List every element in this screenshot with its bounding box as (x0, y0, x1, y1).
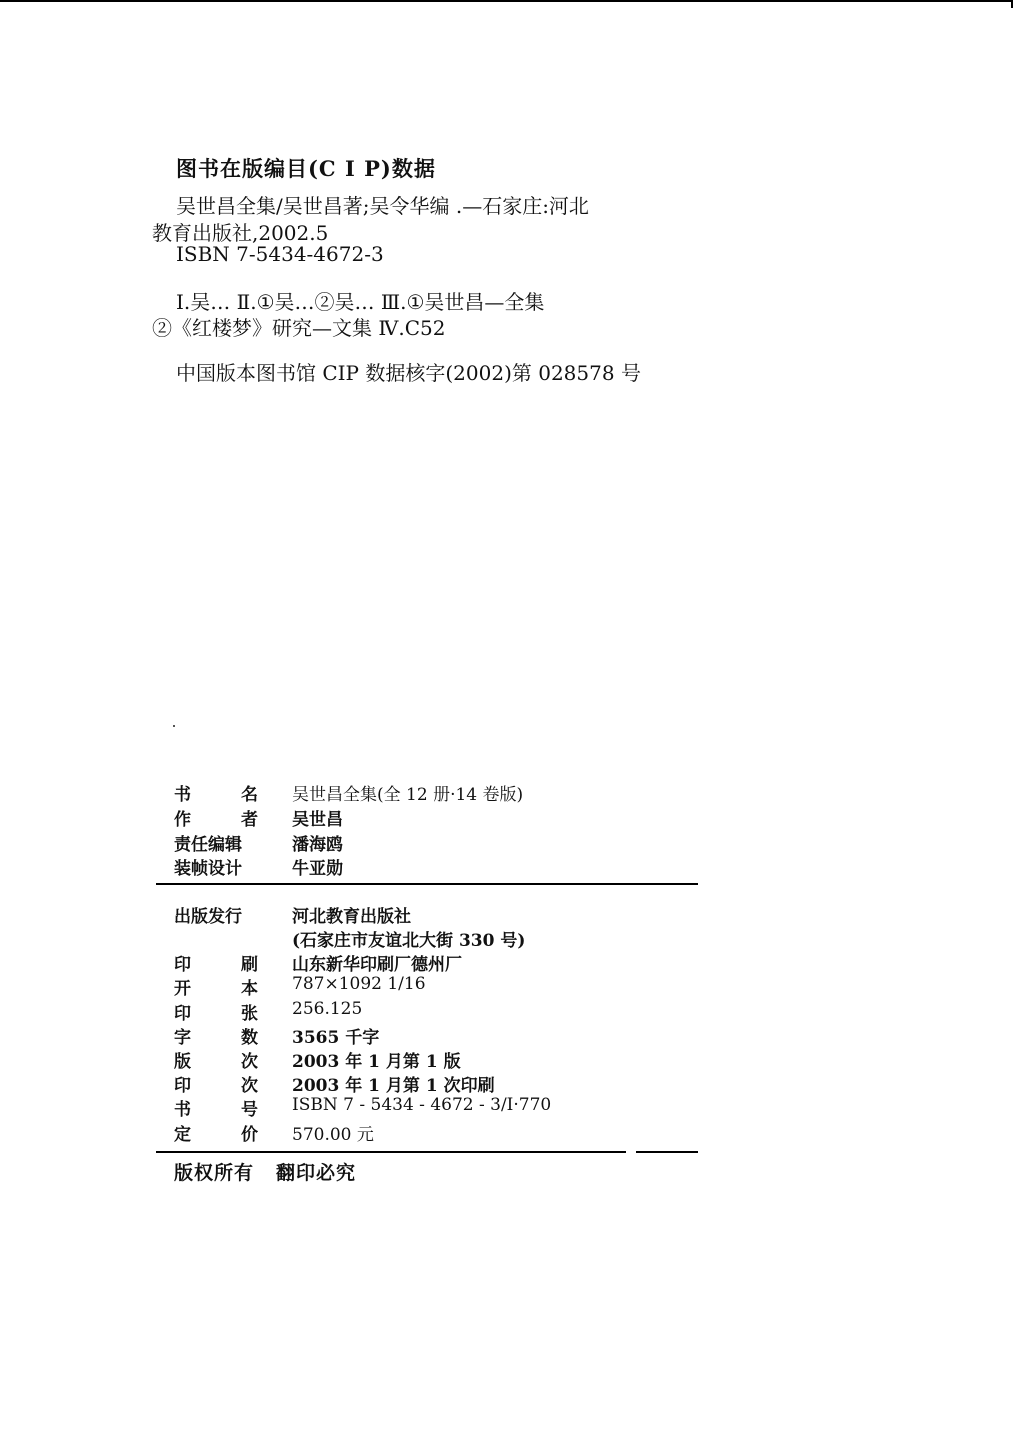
colophon-row-printer (174, 950, 694, 975)
piracy-warning: 翻印必究 (276, 1162, 357, 1184)
colophon-label: 装帧设计 (174, 859, 242, 879)
colophon-label (174, 974, 258, 999)
colophon-label (174, 805, 258, 830)
colophon-label-char: 作 (174, 810, 191, 830)
colophon-row-author (174, 805, 694, 830)
colophon-label (174, 999, 258, 1024)
colophon-label-char: 次 (241, 1052, 258, 1072)
colophon-row-price (174, 1120, 694, 1145)
colophon-row-designer (174, 854, 694, 879)
colophon-value-printing: 2003 年 1 月第 1 次印刷 (292, 1076, 495, 1096)
cip-record-number: 中国版本图书馆 CIP 数据核字(2002)第 028578 号 (176, 361, 641, 385)
scan-speck (173, 725, 175, 727)
colophon-label-char: 次 (241, 1076, 258, 1096)
colophon-label (174, 1047, 258, 1072)
colophon-value-title: 吴世昌全集(全 12 册·14 卷版) (292, 785, 524, 805)
colophon-row-edition (174, 1047, 694, 1072)
page-top-border (0, 0, 1013, 2)
colophon-row-editor (174, 830, 694, 855)
colophon-rule-bottom (156, 1151, 698, 1153)
colophon-value-printer: 山东新华印刷厂德州厂 (292, 955, 462, 975)
colophon-label-char: 印 (174, 1004, 191, 1024)
colophon-label (174, 950, 258, 975)
cip-classification-1: Ⅰ.吴… Ⅱ.①吴…②吴… Ⅲ.①吴世昌—全集 (176, 290, 545, 314)
colophon-label-char: 刷 (241, 955, 258, 975)
colophon-label-char: 字 (174, 1028, 191, 1048)
colophon-label-char: 印 (174, 955, 191, 975)
colophon-value-price: 570.00 元 (292, 1125, 374, 1145)
colophon-label (174, 1023, 258, 1048)
colophon-label-char: 名 (241, 785, 258, 805)
cip-classification-2: ②《红楼梦》研究—文集 Ⅳ.C52 (152, 316, 446, 340)
colophon-label-char: 数 (241, 1028, 258, 1048)
colophon-row-printing (174, 1071, 694, 1096)
cip-isbn: ISBN 7-5434-4672-3 (176, 242, 384, 266)
colophon-value-address: (石家庄市友谊北大街 330 号) (292, 931, 526, 951)
colophon-label (174, 1095, 258, 1120)
colophon-label-char: 本 (241, 979, 258, 999)
colophon-rule-top (156, 883, 698, 885)
colophon-value-format: 787×1092 1/16 (292, 974, 426, 994)
colophon-label-char: 张 (241, 1004, 258, 1024)
colophon-value-publisher: 河北教育出版社 (292, 907, 411, 927)
colophon-label-char: 者 (241, 810, 258, 830)
colophon-label-char: 印 (174, 1076, 191, 1096)
colophon-value-sheets: 256.125 (292, 999, 363, 1019)
colophon-value-wordcount: 3565 千字 (292, 1028, 380, 1048)
cip-title: 图书在版编目(C I P)数据 (176, 156, 436, 181)
colophon-row-format (174, 974, 694, 999)
colophon-label (174, 1071, 258, 1096)
colophon-row-address (174, 926, 694, 951)
colophon-label (174, 1120, 258, 1145)
copyright-text: 版权所有 (174, 1162, 255, 1184)
cip-line-1: 吴世昌全集/吴世昌著;吴令华编 .—石家庄:河北 (176, 194, 589, 218)
colophon-value-designer: 牛亚勋 (292, 859, 343, 879)
rule-gap (626, 1151, 636, 1153)
copyright-notice (174, 1158, 356, 1185)
colophon-label: 出版发行 (174, 907, 242, 927)
colophon-row-wordcount (174, 1023, 694, 1048)
colophon-value-edition: 2003 年 1 月第 1 版 (292, 1052, 461, 1072)
colophon-label: 责任编辑 (174, 835, 242, 855)
colophon-row-isbn (174, 1095, 694, 1120)
colophon-row-sheets (174, 999, 694, 1024)
colophon-value-isbn: ISBN 7 - 5434 - 4672 - 3/I·770 (292, 1095, 552, 1115)
colophon-label-char: 书 (174, 1100, 191, 1120)
colophon-label-char: 价 (241, 1125, 258, 1145)
colophon-row-publisher (174, 902, 694, 927)
colophon-value-editor: 潘海鸥 (292, 835, 343, 855)
colophon-label (174, 780, 258, 805)
colophon-row-title (174, 780, 694, 805)
colophon-value-author: 吴世昌 (292, 810, 343, 830)
colophon-label-char: 开 (174, 979, 191, 999)
colophon-label-char: 定 (174, 1125, 191, 1145)
colophon-label-char: 版 (174, 1052, 191, 1072)
colophon-label-char: 书 (174, 785, 191, 805)
colophon-label-char: 号 (241, 1100, 258, 1120)
cip-line-2: 教育出版社,2002.5 (152, 221, 329, 245)
